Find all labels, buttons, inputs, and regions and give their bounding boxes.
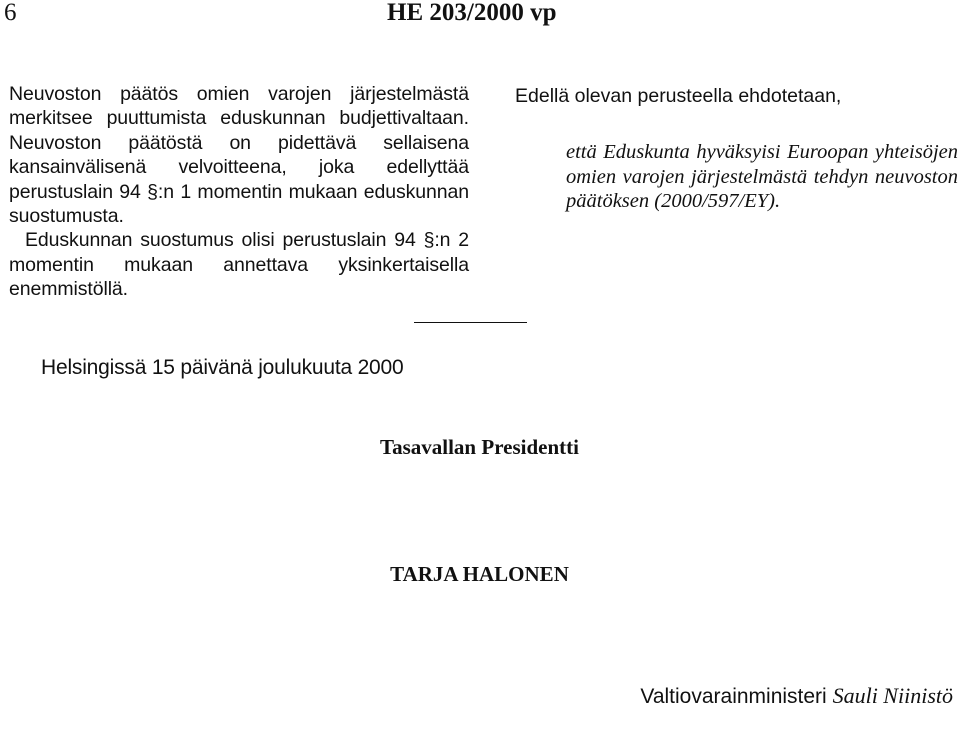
left-column-text	[9, 82, 469, 302]
page-number: 6	[4, 0, 17, 26]
minister-signature	[640, 683, 953, 710]
document-id: HE 203/2000 vp	[387, 0, 557, 26]
president-title: Tasavallan Presidentti	[380, 435, 579, 459]
proposal-text: että Eduskunta hyväksyisi Euroopan yhteisöjen omien varojen järjestelmästä tehdyn neuvoston päätöksen (2000/597/EY).	[566, 141, 958, 212]
section-divider	[414, 322, 527, 323]
minister-title: Valtiovarainministeri	[640, 685, 827, 708]
proposal-intro: Edellä olevan perusteella ehdotetaan,	[515, 85, 842, 107]
paragraph-parliament-consent: Eduskunnan suostumus olisi perustuslain 94 §:n 2 momentin mukaan annettava yksinkertaisella enemmistöllä.	[9, 229, 469, 301]
minister-name: Sauli Niinistö	[832, 683, 953, 708]
paragraph-council-decision: Neuvoston päätös omien varojen järjestelmästä merkitsee puuttumista eduskunnan budjettivaltaan. Neuvoston päätöstä on pidettävä sellaisena kansainvälisenä velvoitteena, joka edellyttää perustuslain 94 §:n 1 momentin mukaan eduskunnan suostumusta.	[9, 83, 469, 228]
president-name: TARJA HALONEN	[390, 562, 569, 586]
signing-date: Helsingissä 15 päivänä joulukuuta 2000	[41, 356, 404, 379]
